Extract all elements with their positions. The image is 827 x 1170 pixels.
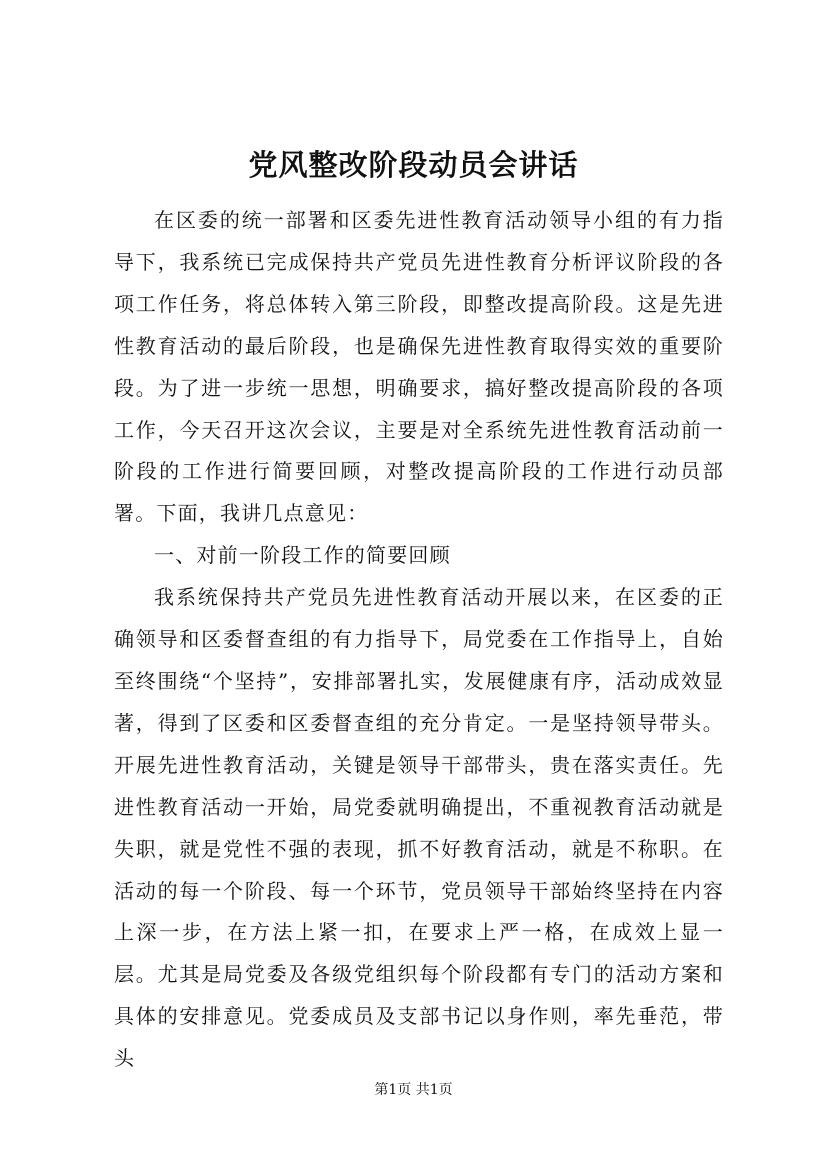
- document-title: 党风整改阶段动员会讲话: [248, 148, 579, 182]
- page-footer: 第1页 共1页: [374, 1082, 453, 1098]
- intro-paragraph: 在区委的统一部署和区委先进性教育活动领导小组的有力指导下，我系统已完成保持共产党员先进性教育分析评议阶段的各项工作任务，将总体转入第三阶段，即整改提高阶段。这是先进性教育活动的最后阶段，也是确保先进性教育取得实效的重要阶段。为了进一步统一思想，明确要求，搞好整改提高阶段的各项工作，今天召开这次会议，主要是对全系统先进性教育活动前一阶段的工作进行简要回顾，对整改提高阶段的工作进行动员部署。下面，我讲几点意见：: [114, 208, 724, 526]
- section-heading: 一、对前一阶段工作的简要回顾: [154, 543, 451, 568]
- document-body: [114, 200, 724, 1080]
- review-paragraph: 我系统保持共产党员先进性教育活动开展以来，在区委的正确领导和区委督查组的有力指导下，局党委在工作指导上，自始至终围绕“个坚持”，安排部署扎实，发展健康有序，活动成效显著，得到了区委和区委督查组的充分肯定。一是坚持领导带头。开展先进性教育活动，关键是领导干部带头，贵在落实责任。先进性教育活动一开始，局党委就明确提出，不重视教育活动就是失职，就是党性不强的表现，抓不好教育活动，就是不称职。在活动的每一个阶段、每一个环节，党员领导干部始终坚持在内容上深一步，在方法上紧一扣，在要求上严一格，在成效上显一层。尤其是局党委及各级党组织每个阶段都有专门的活动方案和具体的安排意见。党委成员及支部书记以身作则，率先垂范，带头: [114, 585, 724, 1071]
